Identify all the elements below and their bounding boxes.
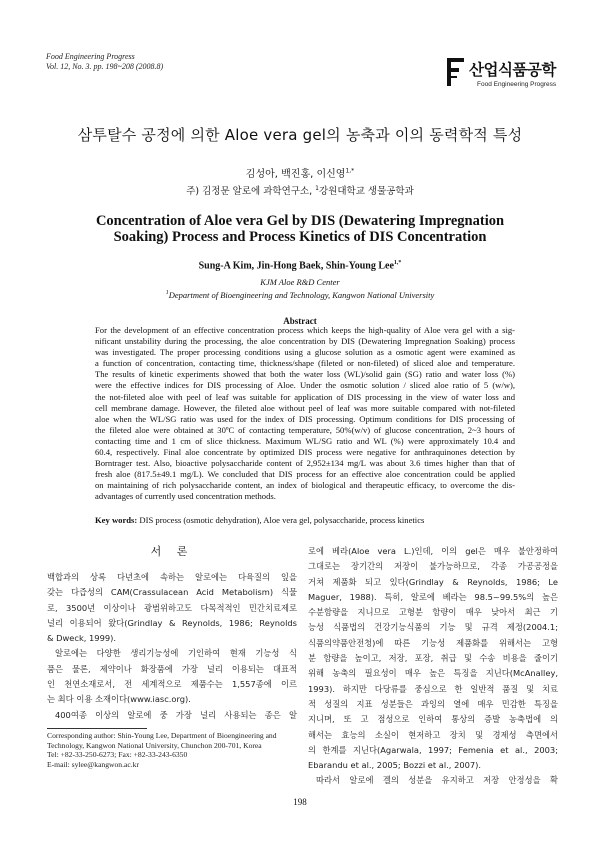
abstract-line: fresh aloe (817.5±49.1 mg/L). We concluded that DIS process for an effective aloe concentration could be applied (95, 469, 515, 480)
body-line: 능성 식품법의 건강기능식품의 기능 및 규격 제정(2004.1; (308, 622, 558, 633)
body-line: 적 성질의 지표 성분들은 과잉의 열에 매우 민감한 특징을 (308, 698, 558, 709)
body-line: 백합과의 상록 다년초에 속하는 알로에는 다육질의 잎을 (47, 572, 297, 582)
section-heading-introduction: 서 론 (150, 545, 194, 558)
abstract-line: the not-fileted aloe with peel of leaf was suitable for application of DIS processing in the view of water loss and (95, 391, 515, 402)
english-title-line-1: Concentration of Aloe vera Gel by DIS (Dewatering Impregnation (95, 213, 505, 229)
page-number: 198 (293, 797, 307, 807)
body-line: 의 한계를 지닌다(Agarwala, 1997; Femenia et al., 2003; (308, 744, 558, 755)
body-line: 품은 물론, 제약이나 화장품에 가장 널리 이용되는 대표적 (47, 663, 297, 674)
abstract-line: The results of kinetic experiments showed that both the water loss (WL)/solid gain (SG) ratio and water loss (%) (95, 369, 515, 380)
abstract-line: advantages of currently used concentration methods. (95, 491, 276, 502)
korean-affiliation-rest: 강원대학교 생물공학과 (318, 186, 414, 197)
body-line: 로, 3500년 이상이나 광범위하고도 다목적적인 민간치료제로 (47, 602, 297, 613)
abstract-line: on maintaining of rich polysaccharide content, an index of biological and therapeutic efficacy, to overcome the dis- (95, 480, 515, 491)
body-line: 해서는 효능의 소실이 현저하고 장치 및 경제성 측면에서 (308, 729, 558, 740)
abstract-line: cell membrane damage. However, the fileted aloe without peel of leaf was more suitable compared with not-fileted (95, 402, 515, 413)
keywords (95, 515, 424, 525)
abstract-line: aloe when the WL/SG ratio was used for the index of DIS processing. Optimum conditions for DIS processing of (95, 413, 515, 424)
abstract-heading: Abstract (283, 316, 317, 326)
logo-korean-text: 산업식품공학 (469, 61, 556, 79)
keywords-label: Key words: (95, 515, 138, 525)
body-line: 1993). 하지만 다당류를 중심으로 한 일반적 품질 및 치료 (308, 683, 558, 694)
body-line: 거쳐 제품화 되고 있다(Grindlay & Reynolds, 1986; Le (308, 576, 558, 587)
body-line: 인 천연소재로서, 전 세계적으로 제품수는 1,557종에 이르 (47, 679, 297, 690)
correspondence-line: Corresponding author: Shin-Young Lee, Department of Bioengineering and (47, 731, 277, 740)
logo-english-text: Food Engineering Progress (477, 81, 557, 88)
body-line: 분 함량을 높이고, 저장, 포장, 취급 및 수송 비용을 줄이기 (308, 653, 558, 664)
journal-name: Food Engineering Progress (46, 52, 135, 61)
left-column (47, 570, 297, 723)
body-line: 지니며, 또 고 점성으로 인하여 통상의 증발 농축법에 의 (308, 714, 558, 725)
body-line: 수분함량을 지니므로 고형분 함량이 매우 낮아서 최근 기 (308, 607, 558, 618)
english-department-text: Department of Bioengineering and Technology, Kangwon National University (168, 290, 435, 300)
korean-title: 삼투탈수 공정에 의한 Aloe vera gel의 농축과 이의 동력학적 특성 (77, 126, 523, 144)
english-authors (0, 260, 600, 271)
abstract-line: was investigated. The proper processing conditions using a glucose solution as a osmotic agent were examined as (95, 347, 515, 358)
english-author-names: Sung-A Kim, Jin-Hong Baek, Shin-Young Lee (198, 260, 394, 272)
journal-logo (445, 56, 567, 96)
english-title-line-2: Soaking) Process and Process Kinetics of DIS Concentration (113, 229, 487, 245)
body-line: Maguer, 1988). 특히, 알로에 베라는 98.5~99.5%의 높은 (308, 591, 558, 602)
journal-header (46, 52, 163, 72)
korean-affiliation-superscript: 1 (315, 184, 319, 192)
correspondence-email: E-mail: sylee@kangwon.ac.kr (47, 760, 139, 770)
english-department (0, 290, 600, 300)
korean-author-superscript: 1,* (345, 167, 355, 175)
correspondence-line: Tel: +82-33-250-6273; Fax: +82-33-243-6350 (47, 750, 188, 760)
abstract-line: the fileted aloe were obtained at 30ºC of contacting temperature, 50%(w/v) of glucose concentration, 2~3 hours of (95, 424, 515, 435)
body-line: 따라서 알로에 겔의 성분을 유지하고 저장 안정성을 확 (316, 775, 558, 786)
body-line: 위해 농축의 필요성이 매우 높은 특징을 지닌다(McAnalley, (308, 668, 558, 679)
journal-citation: Vol. 12, No. 3. pp. 198~208 (2008.8) (46, 62, 164, 71)
korean-author-names: 김성아, 백진홍, 이신영 (245, 169, 346, 180)
correspondence-line: Technology, Kangwon National University, Chunchon 200-701, Korea (47, 740, 262, 750)
body-line: 갖는 다즙성의 CAM(Crassulacean Acid Metabolism) 식물 (47, 587, 297, 598)
body-line: Ebarandu et al., 2005; Bozzi et al., 2007). (308, 760, 482, 771)
right-column (308, 544, 558, 789)
abstract-line: were the effective indices for DIS processing of Aloe. Under the osmotic solution / sliced aloe ratio of 5 (w/w), (95, 380, 515, 391)
food-engineering-logo-icon (445, 56, 469, 90)
body-line: 는 최다 이용 소재이다(www.iasc.org). (47, 694, 191, 705)
body-line: 알로에는 다양한 생리기능성에 기인하여 현재 기능성 식 (55, 648, 297, 659)
abstract-line: nificant unstability during the processing, the aloe concentration by DIS (Dewatering Impregnation Soaking) process (95, 336, 515, 347)
correspondence-footnote (47, 731, 277, 770)
abstract-body (95, 325, 515, 503)
abstract-line: contacting time and 1 cm of slice thickness. Maximum WL/SG ratio and WL (%) were approximately 10.4 and (95, 435, 515, 446)
body-line: 400여종 이상의 알로에 중 가장 널리 사용되는 종은 알 (55, 709, 297, 720)
body-line: & Dweck, 1999). (47, 633, 117, 644)
abstract-line: a function of concentration, contacting time, thickness/shape (fileted or non-fileted) of sliced aloe and temperature. (95, 358, 515, 369)
abstract-line: 60.4, respectively. Final aloe concentrate by optimized DIS process were negative for anthraquinones detection by (95, 447, 515, 458)
body-line: 그대로는 장기간의 저장이 불가능하므로, 각종 가공공정을 (308, 561, 558, 572)
abstract-line: Borntrager test. Also, bioactive polysaccharide content of 2,952±134 mg/L was about 3.6 times higher than that of (95, 458, 515, 469)
body-line: 널리 이용되어 왔다(Grindlay & Reynolds, 1986; Reynolds (47, 617, 297, 628)
english-department-superscript: 1 (165, 290, 169, 297)
korean-affiliation (0, 183, 600, 197)
footnote-divider (47, 728, 147, 729)
korean-affiliation-main: 주) 김정문 알로에 과학연구소, (186, 186, 316, 197)
korean-authors (0, 165, 600, 180)
english-author-superscript: 1,* (393, 260, 402, 266)
body-line: 로에 베라(Aloe vera L.)인데, 이의 gel은 매우 불안정하여 (308, 546, 558, 556)
body-line: 식품의약품안전청)에 따른 기능성 제품화를 위해서는 고형 (308, 637, 558, 648)
keywords-text: DIS process (osmotic dehydration), Aloe vera gel, polysaccharide, process kinetics (139, 515, 425, 525)
english-organization: KJM Aloe R&D Center (260, 277, 340, 287)
abstract-line: For the development of an effective concentration process which keeps the high-quality of Aloe vera gel with a sig- (95, 325, 515, 335)
